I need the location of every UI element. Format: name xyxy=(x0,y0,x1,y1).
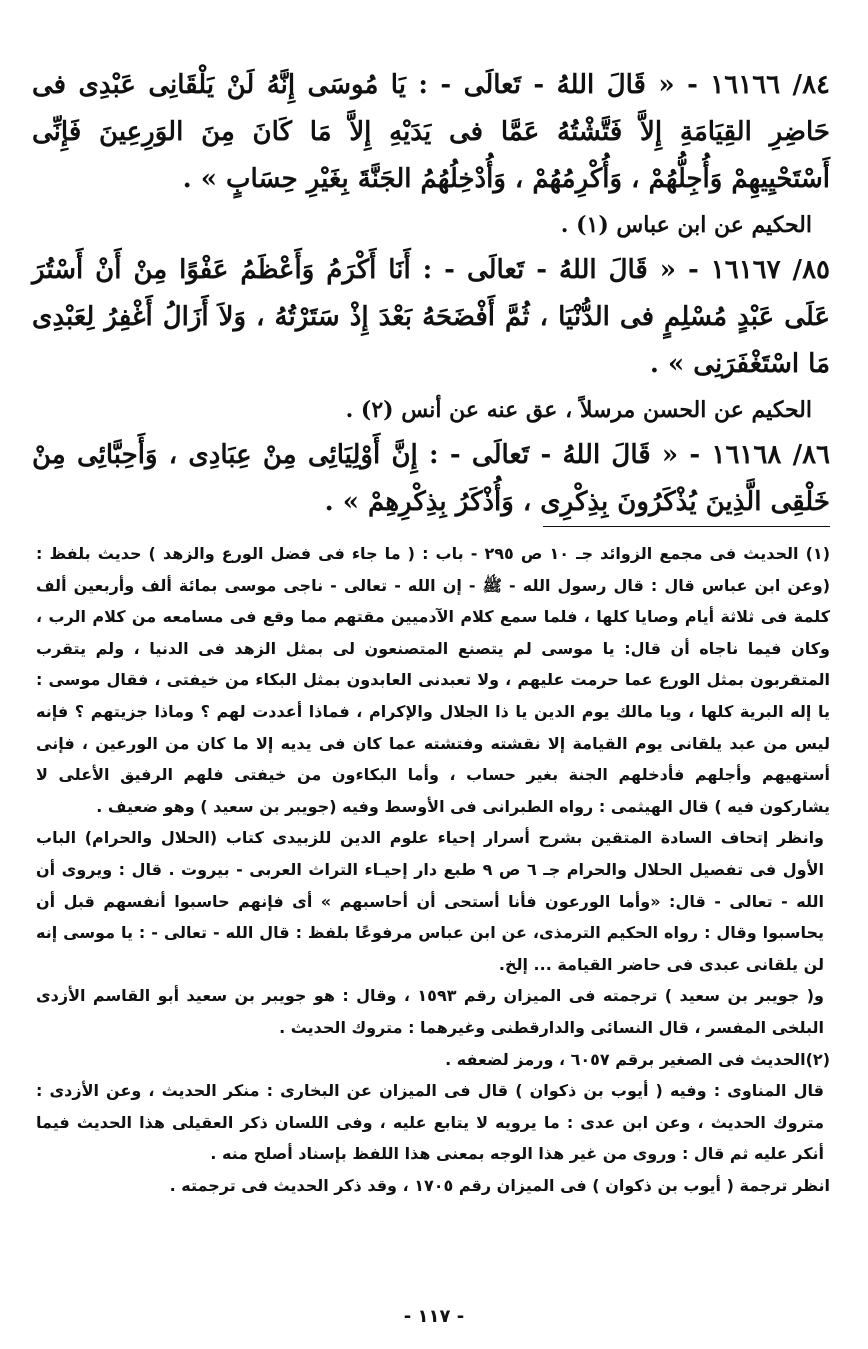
footnote-1-ithaf: وانظر إتحاف السادة المتقين بشرح أسرار إحياء علوم الدين للزبيدى كتاب (الحلال والحرام) الباب الأول فى تفصيل الحلال والحرام جـ ٦ ص ٩ طبع دار إحيـاء التراث العربى - بيروت . قال : ويروى أن الله - تعالى - قال: «وأما الورعون فأنا أستحى أن أحاسبهم » أى فإنهم حاسبوا أنفسهم قبل أن يحاسبوا وقال : رواه الحكيم الترمذى، عن ابن عباس مرفوعًا بلفظ : قال الله - تعالى - : يا موسى إنه لن يلقانى عبدى فى حاضر القيامة ... إلخ. xyxy=(36,828,824,974)
footnote-2-munawi: قال المناوى : وفيه ( أيوب بن ذكوان ) قال فى الميزان عن البخارى : منكر الحديث ، وعن الأزدى : متروك الحديث ، وعن ابن عدى : ما يرويه لا يتابع عليه ، وفى اللسان ذكر العقيلى هذا الحديث فيما أنكر عليه ثم قال : وروى من غير هذا الوجه بمعنى هذا اللفظ بإسناد أصلح منه . xyxy=(36,1081,824,1164)
footnote-divider xyxy=(543,526,830,527)
hadith-85: ٨٥/ ١٦١٦٧ - « قَالَ اللهُ - تَعالَى - : أَنَا أَكْرَمُ وَأَعْظَمُ عَفْوًا مِنْ أَنْ أَسْتُرَ عَلَى عَبْدٍ مُسْلِمٍ فى الدُّنْيَا ، ثُمَّ أَفْضَحَهُ بَعْدَ إِذْ سَتَرْتُهُ ، وَلاَ أَزَالُ أَغْفِرُ لِعَبْدِى مَا اسْتَغْفَرَنِى » . xyxy=(32,255,830,379)
hadith-85-source: الحكيم عن الحسن مرسلاً ، عق عنه عن أنس (٢) . xyxy=(345,397,812,423)
footnotes xyxy=(36,538,830,1201)
page-number: - ١١٧ - xyxy=(403,1306,465,1327)
footnote-1: (١) الحديث فى مجمع الزوائد جـ ١٠ ص ٢٩٥ - باب : ( ما جاء فى فضل الورع والزهد ) حديث بلفظ : (وعن ابن عباس قال : قال رسول الله - ﷺ - إن الله - تعالى - ناجى موسى بمائة ألف وأربعين ألف كلمة فى ثلاثة أيام وصايا كلها ، فلما سمع كلام الآدميين مقتهم مما وقع فى مسامعه من كلام الرب ، وكان فيما ناجاه أن قال: يا موسى لم يتصنع المتصنعون لى بمثل الزهد فى الدنيا ، ولم يتقرب المتقربون بمثل الورع عما حرمت عليهم ، ولا تعبدنى العابدون بمثل البكاء من خيفتى ، فقال موسى : يا إله البرية كلها ، ويا مالك يوم الدين يا ذا الجلال والإكرام ، فماذا أعددت لهم ؟ وماذا جزيتهم ؟ فإنه ليس من عبد يلقانى يوم القيامة إلا نقشته وفتشته عما كان فى يديه إلا ما كان من الورعين ، فإنى أستهيهم وأجلهم فأدخلهم الجنة بغير حساب ، وأما البكاءون من خيفتى فلهم الرفيق الأعلى لا يشاركون فيه ) قال الهيثمى : رواه الطبرانى فى الأوسط وفيه (جويبر بن سعيد ) وهو ضعيف . xyxy=(36,544,830,816)
hadith-86: ٨٦/ ١٦١٦٨ - « قَالَ اللهُ - تَعالَى - : إِنَّ أَوْلِيَائِى مِنْ عِبَادِى ، وَأَحِبَّائِى مِنْ خَلْقِى الَّذِينَ يُذْكَرُونَ بِذِكْرِى ، وَأُذْكَرُ بِذِكْرِهِمْ » . xyxy=(32,440,830,517)
footnote-2: (٢)الحديث فى الصغير برقم ٦٠٥٧ ، ورمز لضعفه . xyxy=(445,1049,830,1069)
main-text xyxy=(32,62,830,526)
hadith-84-source: الحكيم عن ابن عباس (١) . xyxy=(560,212,812,238)
footnote-2-tarjama: انظر ترجمة ( أيوب بن ذكوان ) فى الميزان رقم ١٧٠٥ ، وقد ذكر الحديث فى ترجمته . xyxy=(169,1175,830,1195)
footnote-1-juwaybir: و( جويبر بن سعيد ) ترجمته فى الميزان رقم ١٥٩٣ ، وقال : هو جويبر بن سعيد أبو القاسم الأزدى البلخى المفسر ، قال النسائى والدارقطنى وغيرهما : متروك الحديث . xyxy=(36,986,824,1037)
hadith-84: ٨٤/ ١٦١٦٦ - « قَالَ اللهُ - تَعالَى - : يَا مُوسَى إِنَّهُ لَنْ يَلْقَانِى عَبْدِى فى حَاضِرِ القِيَامَةِ إِلاَّ فَتَّشْتُهُ عَمَّا فى يَدَيْهِ إِلاَّ مَا كَانَ مِنَ الوَرِعِينَ فَإِنِّى أَسْتَحْيِيهِمْ وَأُجِلُّهُمْ ، وَأُكْرِمُهُمْ ، وَأُدْخِلُهُمُ الجَنَّةَ بِغَيْرِ حِسَابٍ » . xyxy=(32,70,830,194)
